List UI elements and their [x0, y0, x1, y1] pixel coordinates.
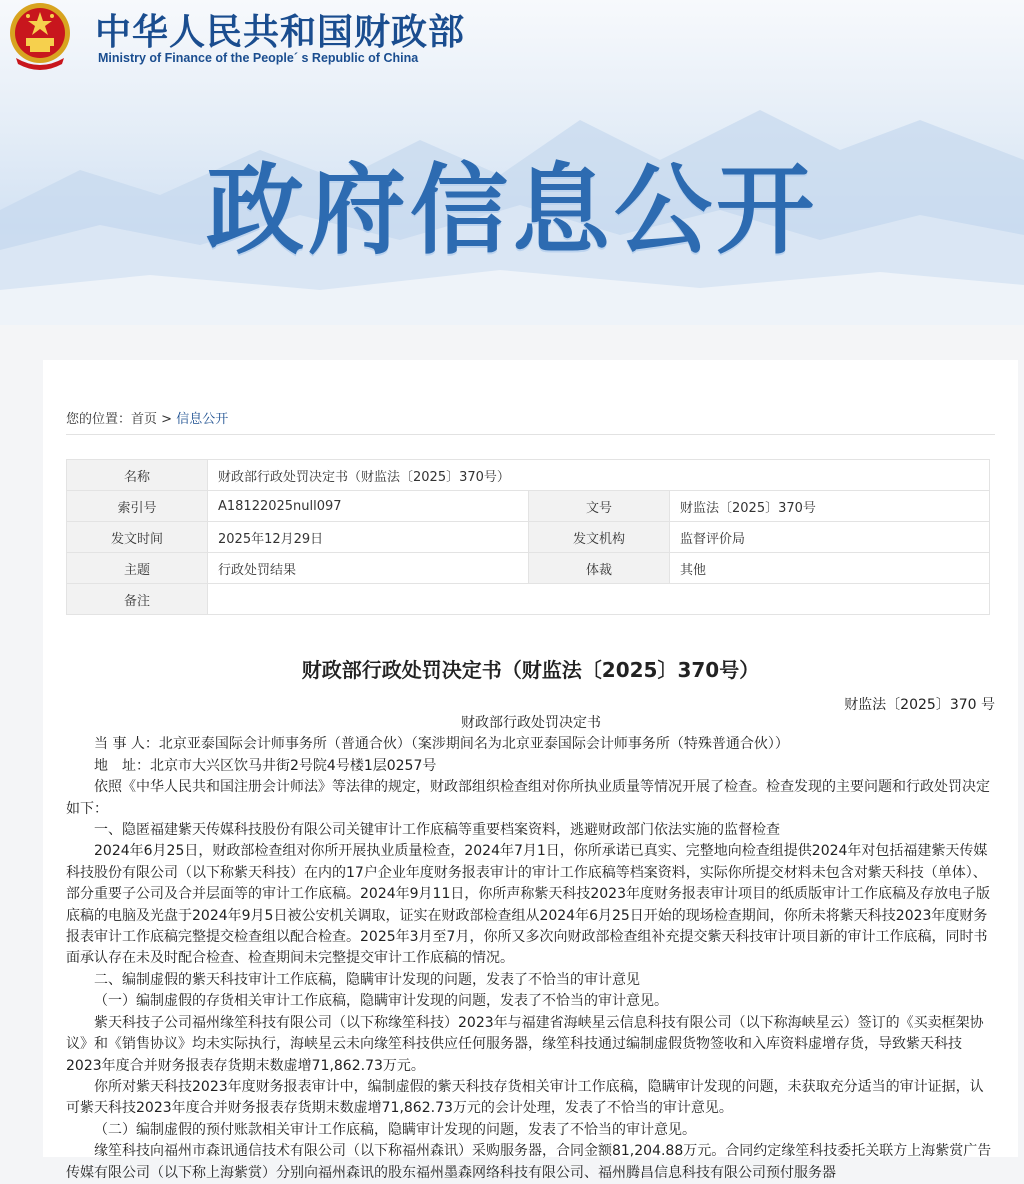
meta-label-date: 发文时间 — [67, 522, 208, 553]
meta-label-org: 发文机构 — [529, 522, 670, 553]
breadcrumb-home-link[interactable]: 首页 — [131, 412, 158, 427]
body-heading: 财政部行政处罚决定书 — [461, 715, 601, 731]
breadcrumb-separator: > — [157, 412, 177, 427]
breadcrumb-prefix: 您的位置： — [66, 412, 132, 427]
meta-value-note — [208, 584, 990, 615]
meta-label-genre: 体裁 — [529, 553, 670, 584]
body-paragraph: 地 址：北京市大兴区饮马井街2号院4号楼1层0257号 — [94, 757, 437, 774]
document-body — [66, 713, 996, 1184]
meta-value-docno: 财监法〔2025〕370号 — [670, 491, 990, 522]
meta-row-topic — [67, 553, 990, 584]
body-paragraph: 缘笙科技向福州市森讯通信技术有限公司（以下称福州森讯）采购服务器，合同金额81,204.88万元。合同约定缘笙科技委托关联方上海紫赏广告传媒有限公司（以下称上海紫赏）分别向福州森讯的股东福州墨森网络科技有限公司、福州腾昌信息科技有限公司预付服务器 — [66, 1143, 992, 1181]
meta-row-note — [67, 584, 990, 615]
document-meta-table — [66, 459, 990, 615]
meta-row-date — [67, 522, 990, 553]
site-name-en[interactable]: Ministry of Finance of the People´ s Republic of China — [98, 51, 419, 65]
body-paragraph: 依照《中华人民共和国注册会计师法》等法律的规定，财政部组织检查组对你所执业质量等情况开展了检查。检查发现的主要问题和行政处罚决定如下： — [66, 779, 990, 817]
site-header — [0, 0, 1024, 325]
breadcrumb-current-link[interactable]: 信息公开 — [176, 412, 229, 427]
meta-value-index: A18122025null097 — [208, 491, 529, 522]
meta-value-org: 监督评价局 — [670, 522, 990, 553]
site-name-cn[interactable]: 中华人民共和国财政部 — [95, 12, 466, 53]
body-paragraph: 你所对紫天科技2023年度财务报表审计中，编制虚假的紫天科技存货相关审计工作底稿，隐瞒审计发现的问题，未获取充分适当的审计证据，认可紫天科技2023年度合并财务报表存货期末数虚增71,862.73万元的会计处理，发表了不恰当的审计意见。 — [66, 1078, 984, 1117]
meta-value-topic: 行政处罚结果 — [208, 553, 529, 584]
breadcrumb — [66, 408, 228, 427]
divider — [66, 434, 995, 435]
meta-value-name: 财政部行政处罚决定书（财监法〔2025〕370号） — [208, 460, 990, 491]
meta-value-genre: 其他 — [670, 553, 990, 584]
meta-value-date: 2025年12月29日 — [208, 522, 529, 553]
document-title: 财政部行政处罚决定书（财监法〔2025〕370号） — [301, 658, 760, 682]
meta-label-docno: 文号 — [529, 491, 670, 522]
body-paragraph: 2024年6月25日，财政部检查组对你所开展执业质量检查，2024年7月1日，你所承诺已真实、完整地向检查组提供2024年对包括福建紫天传媒科技股份有限公司（以下称紫天科技）在内的17户企业年度财务报表审计的审计工作底稿等档案资料，实际你所提交材料未包含对紫天科技（单体）、部分重要子公司及合并层面等的审计工作底稿。2024年9月11日，你所声称紫天科技2023年度财务报表审计项目的纸质版审计工作底稿及存放电子版底稿的电脑及光盘于2024年9月5日被公安机关调取，证实在财政部检查组从2024年6月25日开始的现场检查期间，你所未将紫天科技2023年度财务报表审计工作底稿完整提交检查组以配合检查。2025年3月至7月，你所又多次向财政部检查组补充提交紫天科技审计项目新的审计工作底稿，同时书面承认存在未及时配合检查、检查期间未完整提交审计工作底稿的情况。 — [66, 843, 990, 967]
body-paragraph: 二、编制虚假的紫天科技审计工作底稿，隐瞒审计发现的问题，发表了不恰当的审计意见 — [94, 971, 640, 988]
document-number: 财监法〔2025〕370 号 — [844, 697, 995, 713]
meta-row-index — [67, 491, 990, 522]
content-panel — [43, 360, 1018, 1181]
meta-label-index: 索引号 — [67, 491, 208, 522]
national-emblem-icon — [6, 0, 74, 70]
meta-label-topic: 主题 — [67, 553, 208, 584]
banner-title: 政府信息公开 — [205, 154, 818, 268]
meta-row-name — [67, 460, 990, 491]
body-paragraph: （一）编制虚假的存货相关审计工作底稿，隐瞒审计发现的问题，发表了不恰当的审计意见。 — [94, 993, 668, 1010]
body-paragraph: 一、隐匿福建紫天传媒科技股份有限公司关键审计工作底稿等重要档案资料，逃避财政部门依法实施的监督检查 — [94, 822, 780, 839]
body-paragraph: 当 事 人：北京亚泰国际会计师事务所（普通合伙）（案涉期间名为北京亚泰国际会计师事务所（特殊普通合伙）） — [94, 736, 789, 753]
body-paragraph: 紫天科技子公司福州缘笙科技有限公司（以下称缘笙科技）2023年与福建省海峡星云信息科技有限公司（以下称海峡星云）签订的《买卖框架协议》和《销售协议》均未实际执行，海峡星云未向缘笙科技供应任何服务器，缘笙科技通过编制虚假货物签收和入库资料虚增存货，导致紫天科技2023年度合并财务报表存货期末数虚增71,862.73万元。 — [66, 1014, 984, 1074]
meta-label-name: 名称 — [67, 460, 208, 491]
meta-label-note: 备注 — [67, 584, 208, 615]
body-paragraph: （二）编制虚假的预付账款相关审计工作底稿，隐瞒审计发现的问题，发表了不恰当的审计意见。 — [94, 1121, 696, 1138]
